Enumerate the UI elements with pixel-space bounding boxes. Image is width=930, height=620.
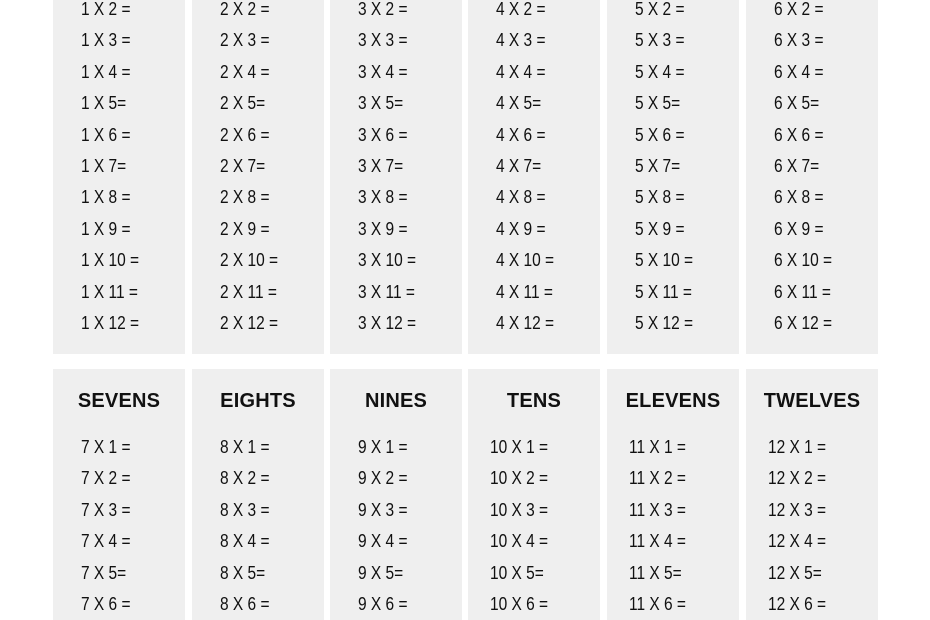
fives-rows <box>635 0 703 339</box>
tens-row-6: 10 X 6 = <box>490 593 549 614</box>
sevens-panel <box>53 369 185 620</box>
twos-row-12: 2 X 12 = <box>220 312 279 333</box>
nines-row-2: 9 X 2 = <box>358 468 408 489</box>
threes-row-2: 3 X 2 = <box>358 0 408 19</box>
elevens-row-6: 11 X 6 = <box>629 593 686 614</box>
eights-row-6: 8 X 6 = <box>220 593 270 614</box>
fives-panel <box>607 0 739 354</box>
twelves-row-5: 12 X 5= <box>768 562 822 583</box>
fives-row-2: 5 X 2 = <box>635 0 685 19</box>
tens-row-4: 10 X 4 = <box>490 531 549 552</box>
threes-panel <box>330 0 462 354</box>
eights-row-1: 8 X 1 = <box>220 437 270 457</box>
sevens-row-5: 7 X 5= <box>81 562 127 583</box>
sixes-panel <box>746 0 878 354</box>
tens-panel <box>468 369 600 620</box>
elevens-heading: ELEVENS <box>625 390 721 412</box>
fives-row-7: 5 X 7= <box>635 155 681 176</box>
nines-row-6: 9 X 6 = <box>358 593 408 614</box>
twos-panel <box>192 0 324 354</box>
threes-row-12: 3 X 12 = <box>358 312 417 333</box>
nines-heading: NINES <box>364 390 428 412</box>
nines-rows <box>358 432 416 620</box>
eights-heading: EIGHTS <box>220 390 296 412</box>
fives-row-5: 5 X 5= <box>635 93 681 114</box>
sixes-row-12: 6 X 12 = <box>774 312 833 333</box>
elevens-row-5: 11 X 5= <box>629 562 682 583</box>
fives-row-3: 5 X 3 = <box>635 30 685 51</box>
eights-row-3: 8 X 3 = <box>220 499 270 520</box>
twos-row-2: 2 X 2 = <box>220 0 270 19</box>
sixes-row-2: 6 X 2 = <box>774 0 824 19</box>
tens-row-5: 10 X 5= <box>490 562 544 583</box>
twos-rows <box>220 0 288 339</box>
threes-row-10: 3 X 10 = <box>358 250 417 271</box>
eights-row-4: 8 X 4 = <box>220 531 270 552</box>
eights-panel <box>192 369 324 620</box>
sixes-rows <box>774 0 842 339</box>
twos-row-10: 2 X 10 = <box>220 250 279 271</box>
twelves-row-1: 12 X 1 = <box>768 437 827 457</box>
sixes-row-10: 6 X 10 = <box>774 250 833 271</box>
sixes-row-3: 6 X 3 = <box>774 30 824 51</box>
nines-row-5: 9 X 5= <box>358 562 404 583</box>
eights-row-2: 8 X 2 = <box>220 468 270 489</box>
fours-row-8: 4 X 8 = <box>496 187 546 208</box>
fives-row-10: 5 X 10 = <box>635 250 694 271</box>
fours-row-4: 4 X 4 = <box>496 61 546 82</box>
nines-row-4: 9 X 4 = <box>358 531 408 552</box>
sixes-row-11: 6 X 11 = <box>774 281 831 302</box>
tens-row-2: 10 X 2 = <box>490 468 549 489</box>
nines-row-3: 9 X 3 = <box>358 499 408 520</box>
tens-row-3: 10 X 3 = <box>490 499 549 520</box>
fives-row-6: 5 X 6 = <box>635 124 685 145</box>
fives-row-4: 5 X 4 = <box>635 61 685 82</box>
threes-row-7: 3 X 7= <box>358 155 404 176</box>
tens-row-1: 10 X 1 = <box>490 437 549 457</box>
fives-row-11: 5 X 11 = <box>635 281 692 302</box>
sixes-row-9: 6 X 9 = <box>774 218 824 239</box>
threes-row-9: 3 X 9 = <box>358 218 408 239</box>
twos-row-7: 2 X 7= <box>220 155 266 176</box>
sevens-row-3: 7 X 3 = <box>81 499 131 520</box>
sixes-row-5: 6 X 5= <box>774 93 820 114</box>
threes-row-11: 3 X 11 = <box>358 281 415 302</box>
threes-row-6: 3 X 6 = <box>358 124 408 145</box>
twos-row-6: 2 X 6 = <box>220 124 270 145</box>
elevens-row-4: 11 X 4 = <box>629 531 686 552</box>
ones-rows <box>81 0 149 339</box>
twelves-row-4: 12 X 4 = <box>768 531 827 552</box>
fives-row-12: 5 X 12 = <box>635 312 694 333</box>
twelves-heading: TWELVES <box>763 390 861 412</box>
fours-row-3: 4 X 3 = <box>496 30 546 51</box>
ones-row-11: 1 X 11 = <box>81 281 138 302</box>
twos-row-3: 2 X 3 = <box>220 30 270 51</box>
fours-row-10: 4 X 10 = <box>496 250 555 271</box>
twos-row-8: 2 X 8 = <box>220 187 270 208</box>
ones-row-7: 1 X 7= <box>81 155 127 176</box>
fours-row-2: 4 X 2 = <box>496 0 546 19</box>
fours-row-7: 4 X 7= <box>496 155 542 176</box>
sevens-row-6: 7 X 6 = <box>81 593 131 614</box>
fours-row-9: 4 X 9 = <box>496 218 546 239</box>
elevens-row-3: 11 X 3 = <box>629 499 686 520</box>
ones-row-6: 1 X 6 = <box>81 124 131 145</box>
tens-rows <box>490 432 558 620</box>
twelves-row-3: 12 X 3 = <box>768 499 827 520</box>
nines-row-1: 9 X 1 = <box>358 437 408 457</box>
elevens-rows <box>629 432 695 620</box>
twos-row-9: 2 X 9 = <box>220 218 270 239</box>
sevens-row-2: 7 X 2 = <box>81 468 131 489</box>
threes-rows <box>358 0 426 339</box>
fours-row-11: 4 X 11 = <box>496 281 553 302</box>
eights-rows <box>220 432 278 620</box>
threes-row-4: 3 X 4 = <box>358 61 408 82</box>
sixes-row-7: 6 X 7= <box>774 155 820 176</box>
sevens-row-4: 7 X 4 = <box>81 531 131 552</box>
fours-panel <box>468 0 600 354</box>
sevens-row-1: 7 X 1 = <box>81 437 131 457</box>
sevens-rows <box>81 432 139 620</box>
fours-row-6: 4 X 6 = <box>496 124 546 145</box>
sevens-heading: SEVENS <box>77 390 161 412</box>
nines-panel <box>330 369 462 620</box>
twelves-panel <box>746 369 878 620</box>
sixes-row-8: 6 X 8 = <box>774 187 824 208</box>
fours-rows <box>496 0 564 339</box>
threes-row-5: 3 X 5= <box>358 93 404 114</box>
ones-row-10: 1 X 10 = <box>81 250 140 271</box>
ones-panel <box>53 0 185 354</box>
ones-row-3: 1 X 3 = <box>81 30 131 51</box>
ones-row-4: 1 X 4 = <box>81 61 131 82</box>
ones-row-8: 1 X 8 = <box>81 187 131 208</box>
fours-row-5: 4 X 5= <box>496 93 542 114</box>
twelves-row-2: 12 X 2 = <box>768 468 827 489</box>
twos-row-11: 2 X 11 = <box>220 281 277 302</box>
ones-row-5: 1 X 5= <box>81 93 127 114</box>
threes-row-8: 3 X 8 = <box>358 187 408 208</box>
elevens-panel <box>607 369 739 620</box>
elevens-row-2: 11 X 2 = <box>629 468 686 489</box>
fives-row-8: 5 X 8 = <box>635 187 685 208</box>
fives-row-9: 5 X 9 = <box>635 218 685 239</box>
twos-row-4: 2 X 4 = <box>220 61 270 82</box>
sixes-row-4: 6 X 4 = <box>774 61 824 82</box>
twelves-row-6: 12 X 6 = <box>768 593 827 614</box>
sixes-row-6: 6 X 6 = <box>774 124 824 145</box>
twos-row-5: 2 X 5= <box>220 93 266 114</box>
ones-row-9: 1 X 9 = <box>81 218 131 239</box>
elevens-row-1: 11 X 1 = <box>629 437 686 457</box>
threes-row-3: 3 X 3 = <box>358 30 408 51</box>
ones-row-2: 1 X 2 = <box>81 0 131 19</box>
tens-heading: TENS <box>506 390 562 412</box>
ones-row-12: 1 X 12 = <box>81 312 140 333</box>
eights-row-5: 8 X 5= <box>220 562 266 583</box>
twelves-rows <box>768 432 836 620</box>
fours-row-12: 4 X 12 = <box>496 312 555 333</box>
